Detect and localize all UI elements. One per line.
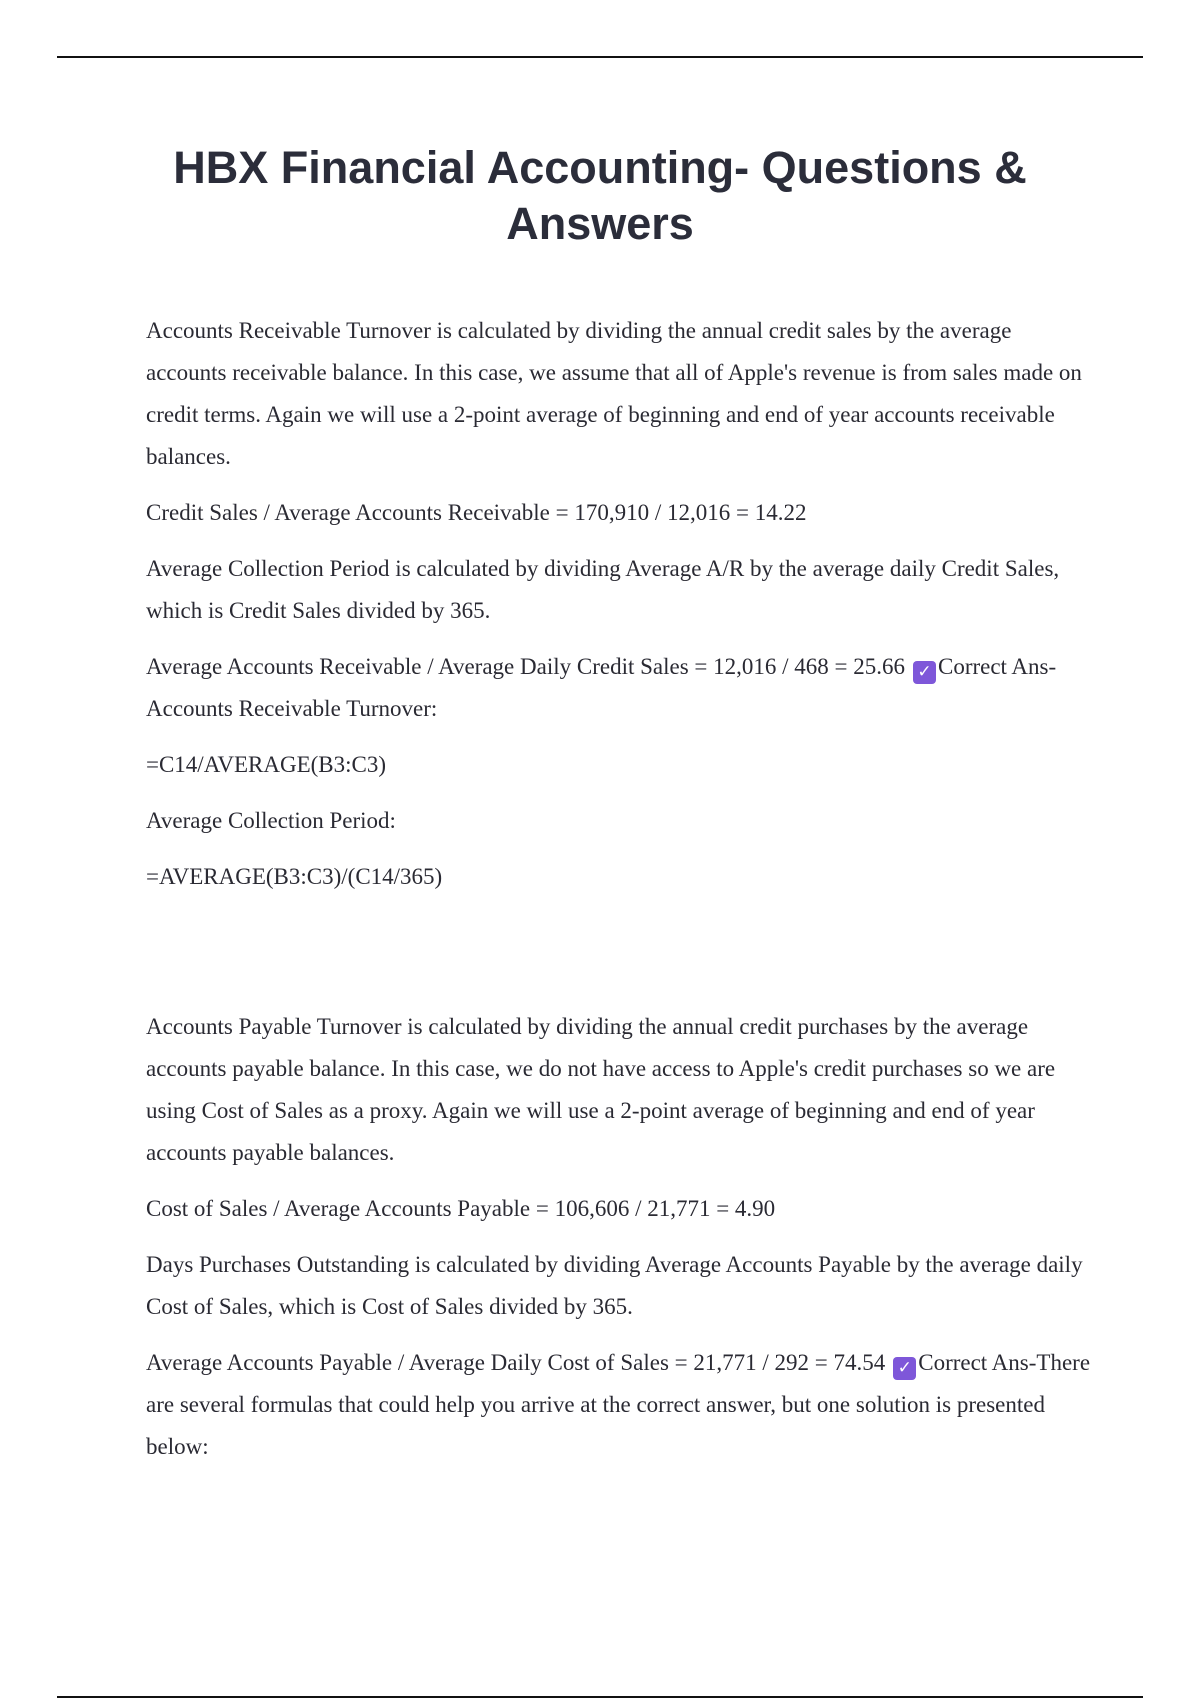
paragraph-days-purchases-answer — [146, 1342, 1096, 1468]
top-divider — [57, 56, 1143, 58]
paragraph-ap-turnover-intro: Accounts Payable Turnover is calculated by dividing the annual credit purchases by the average accounts payable balance. In this case, we do not have access to Apple's credit purchases so we are using Cost of Sales as a proxy. Again we will use a 2-point average of beginning and end of year accounts payable balances. — [146, 1014, 1056, 1165]
paragraph-ar-turnover-calc: Credit Sales / Average Accounts Receivable = 170,910 / 12,016 = 14.22 — [146, 500, 807, 525]
page-title: HBX Financial Accounting- Questions & Answers — [173, 142, 1027, 249]
paragraph-ar-turnover-intro: Accounts Receivable Turnover is calculated by dividing the annual credit sales by the average accounts receivable balance. In this case, we assume that all of Apple's revenue is from sales made on credit terms. Again we will use a 2-point average of beginning and end of year accounts receivable balances. — [146, 318, 1082, 469]
check-box-icon: ✓ — [893, 1357, 916, 1380]
paragraph-collection-period-intro: Average Collection Period is calculated by dividing Average A/R by the average daily Credit Sales, which is Credit Sales divided by 365. — [146, 556, 1060, 623]
formula-collection-period: =AVERAGE(B3:C3)/(C14/365) — [146, 864, 443, 889]
paragraph-ap-turnover-calc: Cost of Sales / Average Accounts Payable = 106,606 / 21,771 = 4.90 — [146, 1196, 776, 1221]
correct-answer-label: Correct Ans-Accounts Receivable Turnover: — [146, 654, 1057, 721]
document-body — [146, 310, 1096, 1468]
formula-ar-turnover: =C14/AVERAGE(B3:C3) — [146, 752, 387, 777]
collection-period-calc: Average Accounts Receivable / Average Daily Credit Sales = 12,016 / 468 = 25.66 — [146, 654, 905, 679]
bottom-divider — [57, 1696, 1143, 1698]
days-purchases-calc: Average Accounts Payable / Average Daily Cost of Sales = 21,771 / 292 = 74.54 — [146, 1350, 886, 1375]
correct-answer-text: Correct Ans-There are several formulas that could help you arrive at the correct answer, but one solution is presented below: — [146, 1350, 1091, 1459]
paragraph-collection-period-answer — [146, 646, 1096, 730]
check-box-icon: ✓ — [913, 661, 936, 684]
paragraph-days-purchases-intro: Days Purchases Outstanding is calculated by dividing Average Accounts Payable by the average daily Cost of Sales, which is Cost of Sales divided by 365. — [146, 1252, 1083, 1319]
paragraph-collection-period-label: Average Collection Period: — [146, 808, 396, 833]
